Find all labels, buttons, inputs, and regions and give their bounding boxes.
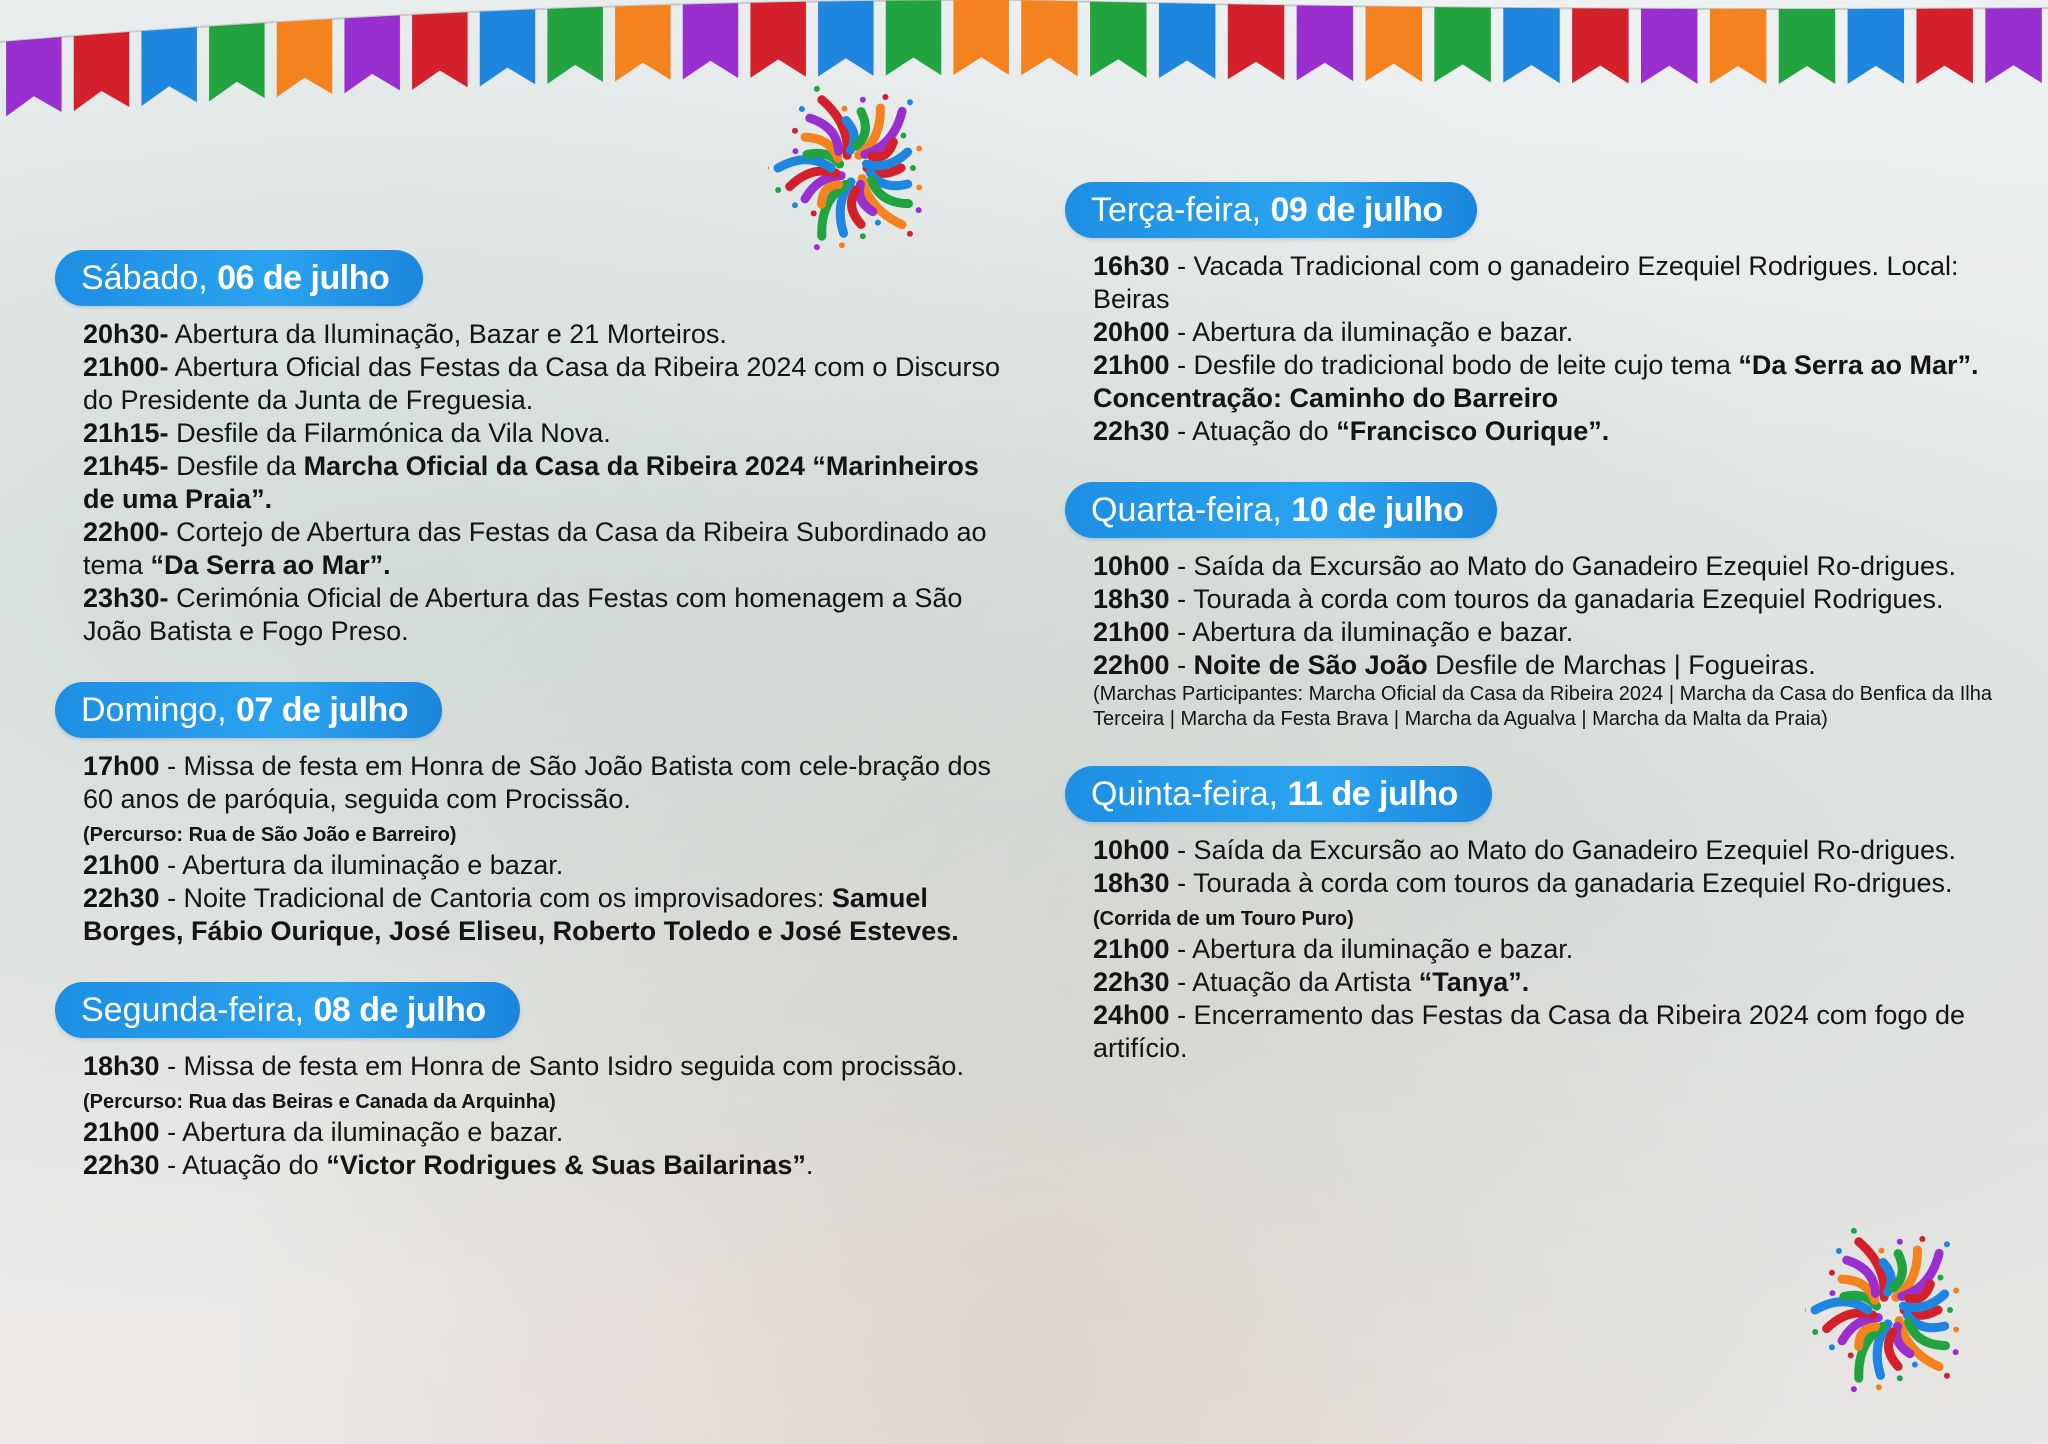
- event-text: - Atuação da Artista: [1169, 967, 1419, 997]
- event-text: Desfile da Filarmónica da Vila Nova.: [168, 418, 611, 448]
- event-time: 18h30: [83, 1051, 160, 1081]
- day-section-thursday: [1065, 766, 2015, 1065]
- schedule-item: [83, 582, 1015, 648]
- participants-note: (Marchas Participantes: Marcha Oficial da Casa da Ribeira 2024 | Marcha da Casa do Benfica da Ilha Terceira | Marcha da Festa Brava | Marcha da Agualva | Marcha da Malta da Praia): [1093, 683, 1992, 730]
- day-section-saturday: [55, 250, 1015, 648]
- schedule-item: [1093, 966, 2015, 999]
- event-time: 10h00: [1093, 551, 1170, 581]
- schedule-item: [83, 450, 1015, 516]
- bunting-flag: [1985, 8, 2041, 83]
- event-text: - Atuação do: [159, 1150, 327, 1180]
- event-time: 21h00: [1093, 617, 1170, 647]
- weekday-label: Quarta-feira,: [1091, 491, 1282, 529]
- event-highlight: Marcha Oficial da Casa da Ribeira 2024 “Marinheiros de uma Praia”.: [83, 451, 979, 514]
- event-time: 18h30: [1093, 868, 1170, 898]
- day-section-monday: [55, 982, 1015, 1182]
- bunting-flag: [1779, 9, 1835, 84]
- bunting-flag: [1297, 5, 1353, 81]
- bunting-flag: [1572, 8, 1628, 83]
- date-label: 06 de julho: [217, 259, 390, 297]
- bunting-flag: [480, 9, 535, 86]
- date-label: 07 de julho: [235, 691, 409, 729]
- event-text: Abertura Oficial das Festas da Casa da Ribeira 2024 com o Discurso do Presidente da Junta de Freguesia.: [83, 352, 1000, 415]
- bunting-decoration: [0, 0, 2048, 140]
- event-route-note: (Percurso: Rua de São João e Barreiro): [83, 824, 457, 846]
- bunting-flag: [412, 12, 467, 90]
- event-text: - Encerramento das Festas da Casa da Ribeira 2024 com fogo de artifício.: [1093, 1000, 1965, 1063]
- schedule-item: [1093, 550, 2015, 583]
- event-text: Cortejo de Abertura das Festas da Casa da Ribeira Subordinado ao tema: [83, 517, 987, 580]
- date-label: 09 de julho: [1270, 191, 1443, 229]
- schedule-column-right: [1065, 182, 2015, 1099]
- schedule-item: [1093, 415, 2015, 448]
- day-header: [1065, 182, 1477, 238]
- bunting-flag: [209, 23, 264, 102]
- event-route-note: (Corrida de um Touro Puro): [1093, 908, 1354, 930]
- event-time: 22h30: [1093, 416, 1170, 446]
- date-label: 11 de julho: [1287, 775, 1458, 813]
- weekday-label: Terça-feira,: [1091, 191, 1262, 229]
- day-section-wednesday: [1065, 482, 2015, 732]
- schedule-column-left: [55, 250, 1015, 1216]
- event-text: - Saída da Excursão ao Mato do Ganadeiro Ezequiel Ro-drigues.: [1169, 835, 1957, 865]
- event-highlight: “Tanya”.: [1418, 967, 1530, 997]
- schedule-item: [1093, 250, 2015, 316]
- event-time: 21h15-: [83, 418, 169, 448]
- event-time: 21h00: [1093, 934, 1170, 964]
- event-text: - Abertura da iluminação e bazar.: [1169, 934, 1574, 964]
- event-text: - Noite Tradicional de Cantoria com os improvisadores:: [159, 883, 832, 913]
- schedule-item: [83, 351, 1015, 417]
- event-text: - Atuação do: [1169, 416, 1337, 446]
- day-header: [55, 250, 423, 306]
- event-text: - Abertura da iluminação e bazar.: [1169, 317, 1574, 347]
- schedule-item: [1093, 649, 2015, 682]
- schedule-item: [83, 1116, 1015, 1149]
- schedule-item: [83, 1149, 1015, 1182]
- event-time: 20h30-: [83, 319, 169, 349]
- event-text: - Tourada à corda com touros da ganadaria Ezequiel Ro-drigues.: [1169, 868, 1953, 898]
- event-time: 17h00: [83, 751, 160, 781]
- schedule-item: [83, 516, 1015, 582]
- schedule-item: [1093, 349, 2015, 415]
- schedule-item: [1093, 616, 2015, 649]
- bunting-flag: [1710, 9, 1766, 84]
- schedule-item: [83, 417, 1015, 450]
- event-text-tail: .: [805, 1150, 814, 1180]
- weekday-label: Segunda-feira,: [81, 991, 305, 1029]
- schedule-item: [83, 1050, 1015, 1116]
- event-time: 22h00-: [83, 517, 169, 547]
- day-header: [55, 982, 520, 1038]
- event-text: - Abertura da iluminação e bazar.: [159, 1117, 564, 1147]
- bunting-flag: [6, 37, 61, 116]
- event-time: 22h30: [83, 1150, 160, 1180]
- bunting-flag: [1503, 8, 1559, 83]
- bunting-flag: [750, 2, 805, 78]
- bunting-flag: [683, 3, 738, 79]
- event-time: 22h00: [1093, 650, 1170, 680]
- weekday-label: Domingo,: [81, 691, 227, 729]
- event-time: 21h00: [1093, 350, 1170, 380]
- day-header: [1065, 766, 1492, 822]
- event-highlight: “Da Serra ao Mar”. Concentração: Caminho do Barreiro: [1093, 350, 1979, 413]
- event-time: 23h30-: [83, 583, 169, 613]
- bunting-flag: [277, 19, 332, 97]
- event-text: - Desfile do tradicional bodo de leite cujo tema: [1169, 350, 1739, 380]
- event-time: 22h30: [83, 883, 160, 913]
- event-text: - Abertura da iluminação e bazar.: [159, 850, 564, 880]
- bunting-flag: [1916, 8, 1972, 83]
- schedule-item: [1093, 583, 2015, 616]
- weekday-label: Sábado,: [81, 259, 208, 297]
- bunting-flag: [1366, 6, 1422, 82]
- day-section-sunday: [55, 682, 1015, 948]
- bunting-flag: [886, 0, 941, 75]
- bunting-flag: [141, 27, 196, 106]
- event-highlight: Samuel Borges, Fábio Ourique, José Eliseu, Roberto Toledo e José Esteves.: [83, 883, 959, 946]
- schedule-item: [83, 849, 1015, 882]
- weekday-label: Quinta-feira,: [1091, 775, 1279, 813]
- event-time: 10h00: [1093, 835, 1170, 865]
- schedule-item: [1093, 834, 2015, 867]
- bunting-flag: [1090, 2, 1146, 78]
- bunting-flag: [547, 7, 602, 84]
- schedule-item: [83, 318, 1015, 351]
- bunting-flag: [953, 0, 1008, 75]
- event-time: 21h00-: [83, 352, 169, 382]
- event-text: - Saída da Excursão ao Mato do Ganadeiro Ezequiel Ro-drigues.: [1169, 551, 1957, 581]
- day-section-tuesday: [1065, 182, 2015, 448]
- event-text: - Missa de festa em Honra de Santo Isidro seguida com procissão.: [159, 1051, 964, 1081]
- event-text: - Tourada à corda com touros da ganadaria Ezequiel Rodrigues.: [1169, 584, 1944, 614]
- event-highlight: “Da Serra ao Mar”.: [150, 550, 391, 580]
- event-time: 22h30: [1093, 967, 1170, 997]
- bunting-flag: [818, 1, 873, 77]
- event-highlight: “Victor Rodrigues & Suas Bailarinas”: [326, 1150, 806, 1180]
- event-time: 21h00: [83, 850, 160, 880]
- schedule-item: [1093, 999, 2015, 1065]
- day-header: [55, 682, 442, 738]
- event-route-note: (Percurso: Rua das Beiras e Canada da Arquinha): [83, 1091, 556, 1113]
- event-highlight: Noite de São João: [1193, 650, 1428, 680]
- bunting-flag: [344, 15, 399, 93]
- bunting-flag: [1021, 0, 1077, 76]
- event-text: Desfile da: [168, 451, 304, 481]
- schedule-item: [83, 882, 1015, 948]
- event-time: 21h00: [83, 1117, 160, 1147]
- date-label: 08 de julho: [313, 991, 486, 1029]
- schedule-item: [1093, 316, 2015, 349]
- event-text: -: [1169, 650, 1194, 680]
- firework-icon: [1805, 1220, 1975, 1400]
- bunting-flag: [1159, 3, 1215, 79]
- event-time: 21h45-: [83, 451, 169, 481]
- event-text: - Missa de festa em Honra de São João Batista com cele-bração dos 60 anos de paróquia, seguida com Procissão.: [83, 751, 991, 814]
- event-text-tail: Desfile de Marchas | Fogueiras.: [1427, 650, 1816, 680]
- schedule-item: [1093, 933, 2015, 966]
- schedule-item: [83, 750, 1015, 849]
- event-time: 16h30: [1093, 251, 1170, 281]
- bunting-flag: [1641, 9, 1697, 84]
- bunting-flag: [615, 5, 670, 82]
- event-text: Abertura da Iluminação, Bazar e 21 Morteiros.: [168, 319, 727, 349]
- event-time: 20h00: [1093, 317, 1170, 347]
- event-highlight: “Francisco Ourique”.: [1336, 416, 1610, 446]
- bunting-flag: [74, 32, 129, 111]
- event-time: 18h30: [1093, 584, 1170, 614]
- firework-icon: [768, 78, 938, 258]
- bunting-flag: [1434, 7, 1490, 83]
- event-text: Cerimónia Oficial de Abertura das Festas com homenagem a São João Batista e Fogo Preso.: [83, 583, 963, 646]
- event-time: 24h00: [1093, 1000, 1170, 1030]
- event-text: - Abertura da iluminação e bazar.: [1169, 617, 1574, 647]
- event-text: - Vacada Tradicional com o ganadeiro Ezequiel Rodrigues. Local: Beiras: [1093, 251, 1959, 314]
- day-header: [1065, 482, 1497, 538]
- bunting-flag: [1848, 9, 1904, 84]
- schedule-item: [1093, 867, 2015, 933]
- bunting-flag: [1228, 4, 1284, 80]
- date-label: 10 de julho: [1291, 491, 1464, 529]
